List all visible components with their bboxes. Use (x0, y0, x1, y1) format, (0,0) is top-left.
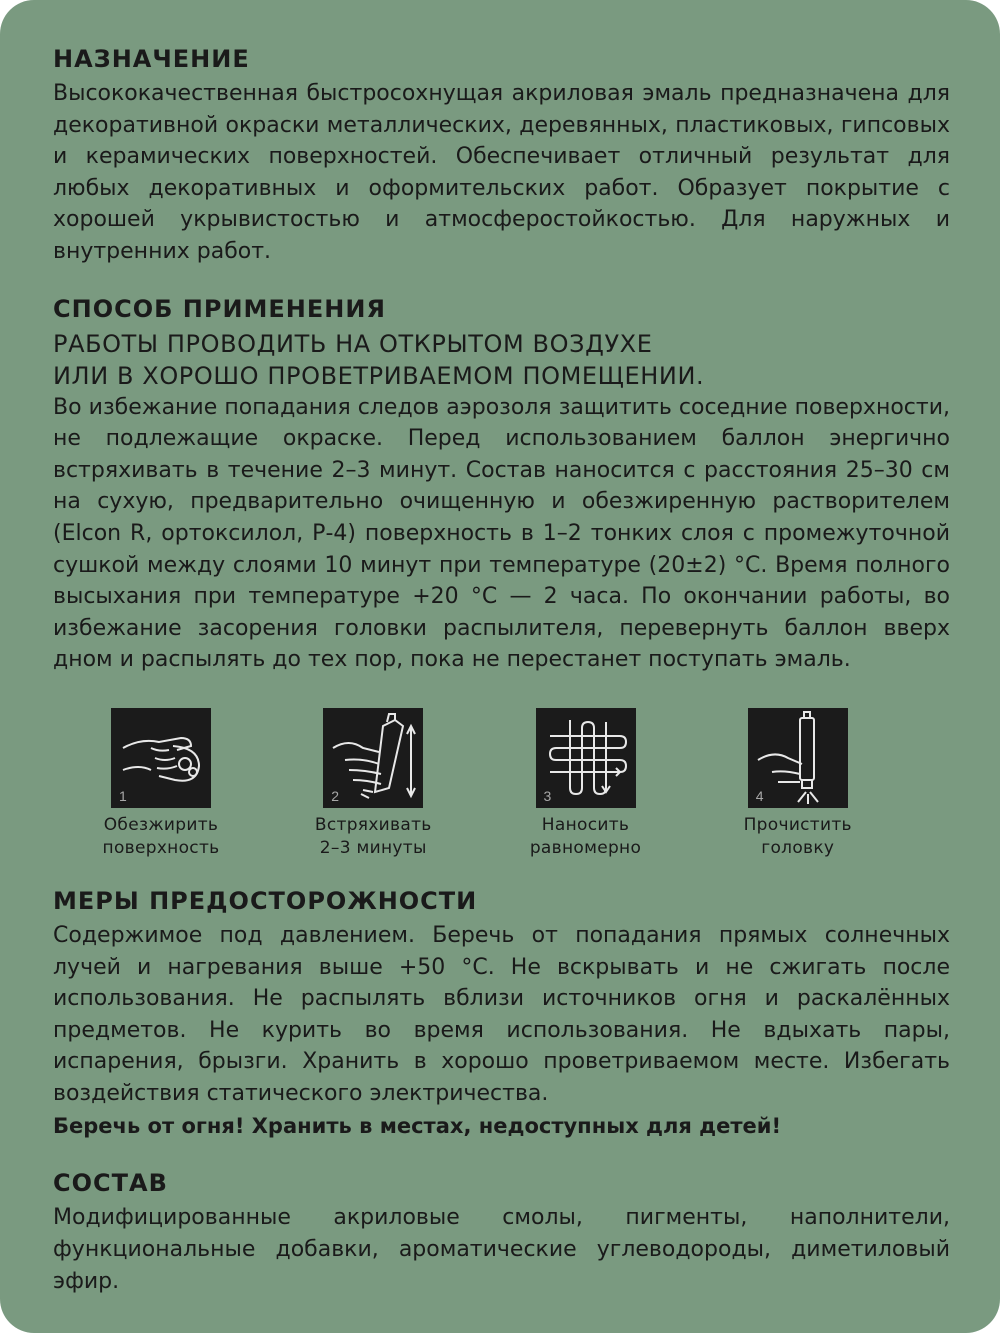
step-2-number: 2 (331, 787, 340, 804)
step-4-caption-line-2: головку (761, 837, 835, 858)
safety-text: Содержимое под давлением. Беречь от попадания прямых солнечных лучей и нагревания выше +50 °С. Не вскрывать и не сжигать после использования. Не распылять вблизи источников огня и раскалённых предметов. Не курить во время использования. Не вдыхать пары, испарения, брызги. Хранить в хорошо проветриваемом месте. Избегать воздействия статического электричества. (53, 922, 950, 1106)
composition-title: СОСТАВ (53, 1169, 168, 1198)
step-4-number: 4 (755, 787, 764, 804)
safety-warning-bold: Беречь от огня! Хранить в местах, недоступных для детей! (53, 1114, 782, 1139)
usage-section (53, 290, 950, 676)
step-4-caption-line-1: Прочистить (743, 814, 852, 835)
step-2-caption-line-1: Встряхивать (314, 814, 432, 835)
purpose-title: НАЗНАЧЕНИЕ (53, 45, 250, 73)
usage-text: Во избежание попадания следов аэрозоля защитить соседние поверхности, не подлежащие окраске. Перед использованием баллон энергично встряхивать в течение 2–3 минут. Состав наносится с расстояния 25–30 см на сухую, предварительно очищенную и обезжиренную растворителем (Elcon R, ортоксилол, Р-4) поверхность в 1–2 тонких слоя с промежуточной сушкой между слоями 10 минут при температуре (20±2) °С. Время полного высыхания при температуре +20 °С — 2 часа. По окончании работы, во избежание засорения головки распылителя, перевернуть баллон вверх дном и распылять до тех пор, пока не перестанет поступать эмаль. (53, 394, 950, 673)
purpose-text: Высококачественная быстросохнущая акриловая эмаль предназначена для декоративной окраски металлических, деревянных, пластиковых, гипсовых и керамических поверхностей. Обеспечивает отличный результат для любых декоративных и оформительских работ. Образует покрытие с хорошей укрывистостью и атмосферостойкостью. Для наружных и внутренних работ. (53, 81, 950, 264)
hand-wiping-icon (111, 708, 211, 808)
step-4-caption (738, 814, 858, 860)
step-2 (313, 708, 525, 860)
step-2-caption-line-2: 2–3 минуты (319, 837, 427, 858)
step-3 (526, 708, 738, 860)
usage-caps-line-1: РАБОТЫ ПРОВОДИТЬ НА ОТКРЫТОМ ВОЗДУХЕ (53, 329, 653, 358)
step-1-caption-line-2: поверхность (102, 837, 220, 858)
step-1 (101, 708, 313, 860)
safety-section (53, 882, 950, 1143)
step-3-caption-line-2: равномерно (529, 837, 642, 858)
clean-nozzle-icon (748, 708, 848, 808)
step-3-caption (526, 814, 646, 860)
spray-pattern-icon (536, 708, 636, 808)
step-1-caption (101, 814, 221, 860)
step-2-caption (313, 814, 433, 860)
step-1-caption-line-1: Обезжирить (103, 814, 219, 835)
composition-text: Модифицированные акриловые смолы, пигменты, наполнители, функциональные добавки, ароматические углеводороды, диметиловый эфир. (53, 1205, 950, 1294)
usage-title: СПОСОБ ПРИМЕНЕНИЯ (53, 294, 386, 323)
usage-caps-line-2: ИЛИ В ХОРОШО ПРОВЕТРИВАЕМОМ ПОМЕЩЕНИИ. (53, 361, 705, 390)
step-3-caption-line-1: Наносить (541, 814, 630, 835)
step-4 (738, 708, 950, 860)
composition-section (53, 1164, 950, 1297)
step-1-number: 1 (119, 787, 127, 804)
shake-can-icon (323, 708, 423, 808)
safety-title: МЕРЫ ПРЕДОСТОРОЖНОСТИ (53, 886, 478, 915)
step-3-number: 3 (543, 787, 552, 804)
steps-icons-row (101, 708, 950, 860)
purpose-section (53, 40, 950, 268)
